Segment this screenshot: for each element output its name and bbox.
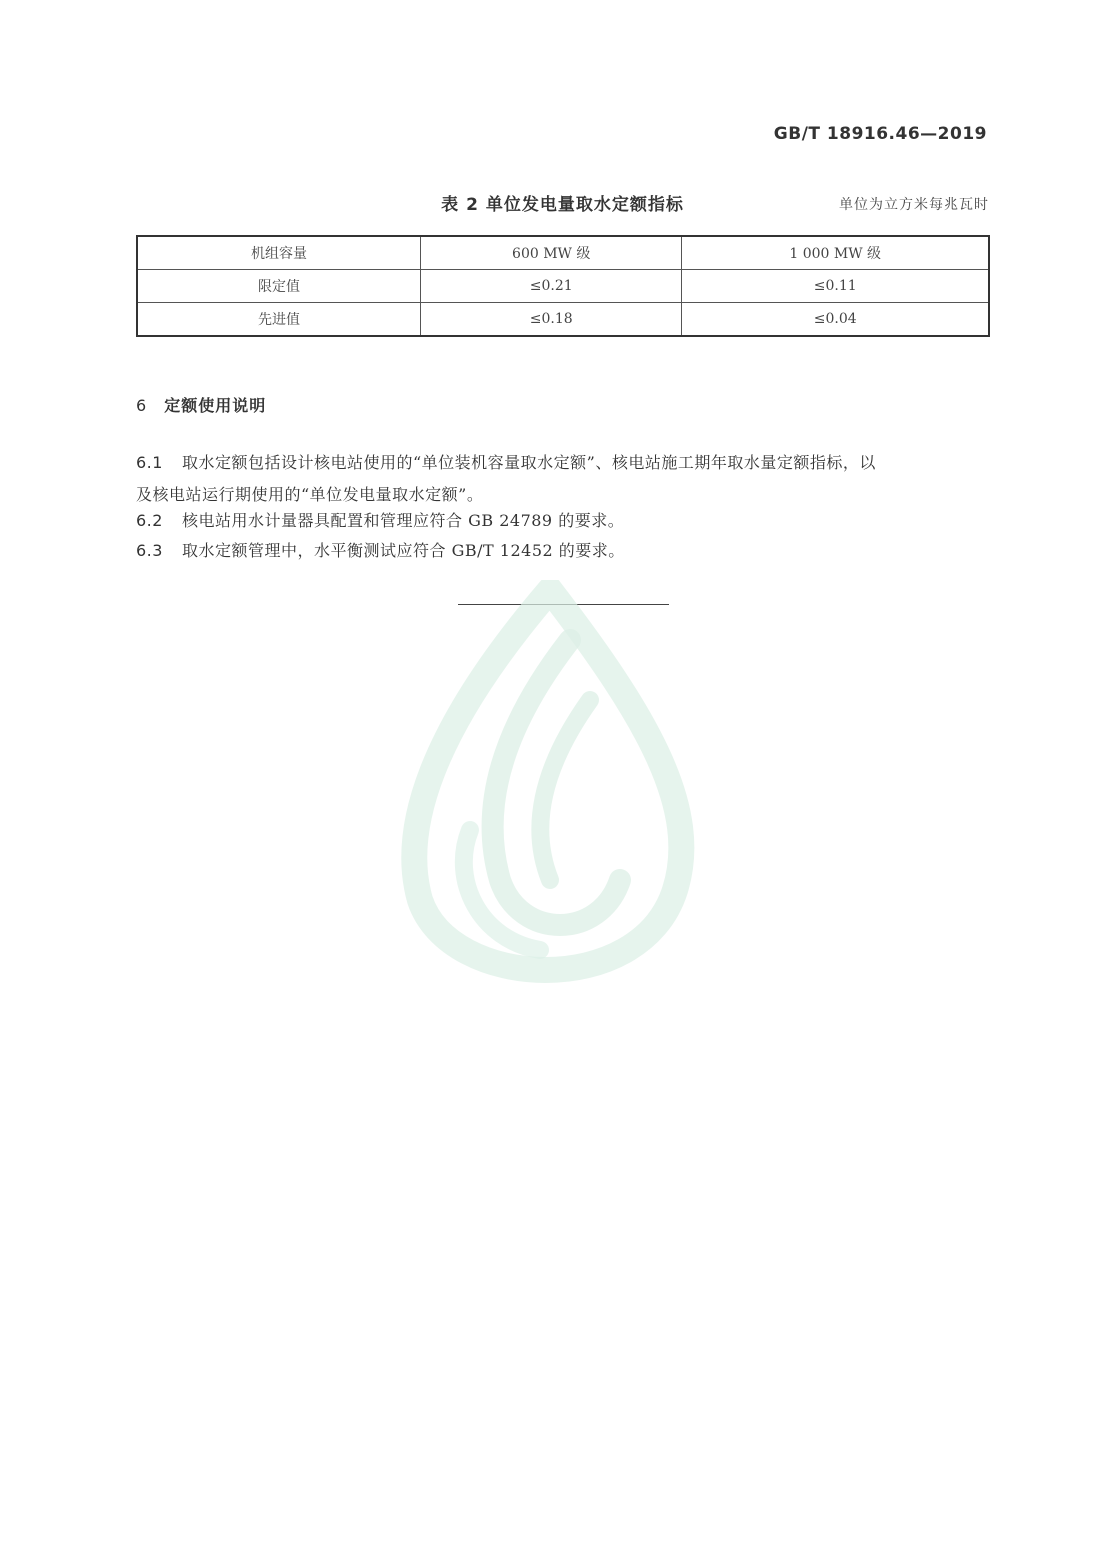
clause-text: 核电站用水计量器具配置和管理应符合 GB 24789 的要求。 xyxy=(182,511,625,530)
table-caption-row xyxy=(136,190,989,216)
table-cell: 限定值 xyxy=(137,270,421,303)
clause-text: 取水定额管理中，水平衡测试应符合 GB/T 12452 的要求。 xyxy=(182,541,625,560)
table-cell: ≤0.11 xyxy=(682,270,989,303)
table-title: 表 2 单位发电量取水定额指标 xyxy=(441,195,684,215)
clause-text: 取水定额包括设计核电站使用的“单位装机容量取水定额”、核电站施工期年取水量定额指标，以 xyxy=(182,453,876,472)
table-cell: ≤0.21 xyxy=(421,270,682,303)
section-title: 定额使用说明 xyxy=(164,396,267,415)
table-cell: 先进值 xyxy=(137,303,421,337)
section-heading xyxy=(136,393,266,416)
table-row xyxy=(137,236,989,270)
table-cell: ≤0.04 xyxy=(682,303,989,337)
table-unit: 单位为立方米每兆瓦时 xyxy=(839,197,989,213)
clause-text: 及核电站运行期使用的“单位发电量取水定额”。 xyxy=(136,485,484,504)
section-number: 6 xyxy=(136,396,147,415)
clause-6-3 xyxy=(136,535,992,567)
clause-number: 6.1 xyxy=(136,453,163,472)
clause-number: 6.3 xyxy=(136,541,163,560)
table-row xyxy=(137,270,989,303)
water-quota-table xyxy=(136,235,990,337)
clause-6-1 xyxy=(136,447,992,479)
table-cell: 600 MW 级 xyxy=(421,236,682,270)
table-cell: ≤0.18 xyxy=(421,303,682,337)
clause-6-2 xyxy=(136,505,992,537)
table-cell: 机组容量 xyxy=(137,236,421,270)
standard-number: GB/T 18916.46—2019 xyxy=(773,124,987,144)
table-row xyxy=(137,303,989,337)
water-drop-watermark xyxy=(390,580,700,990)
clause-number: 6.2 xyxy=(136,511,163,530)
table-cell: 1 000 MW 级 xyxy=(682,236,989,270)
